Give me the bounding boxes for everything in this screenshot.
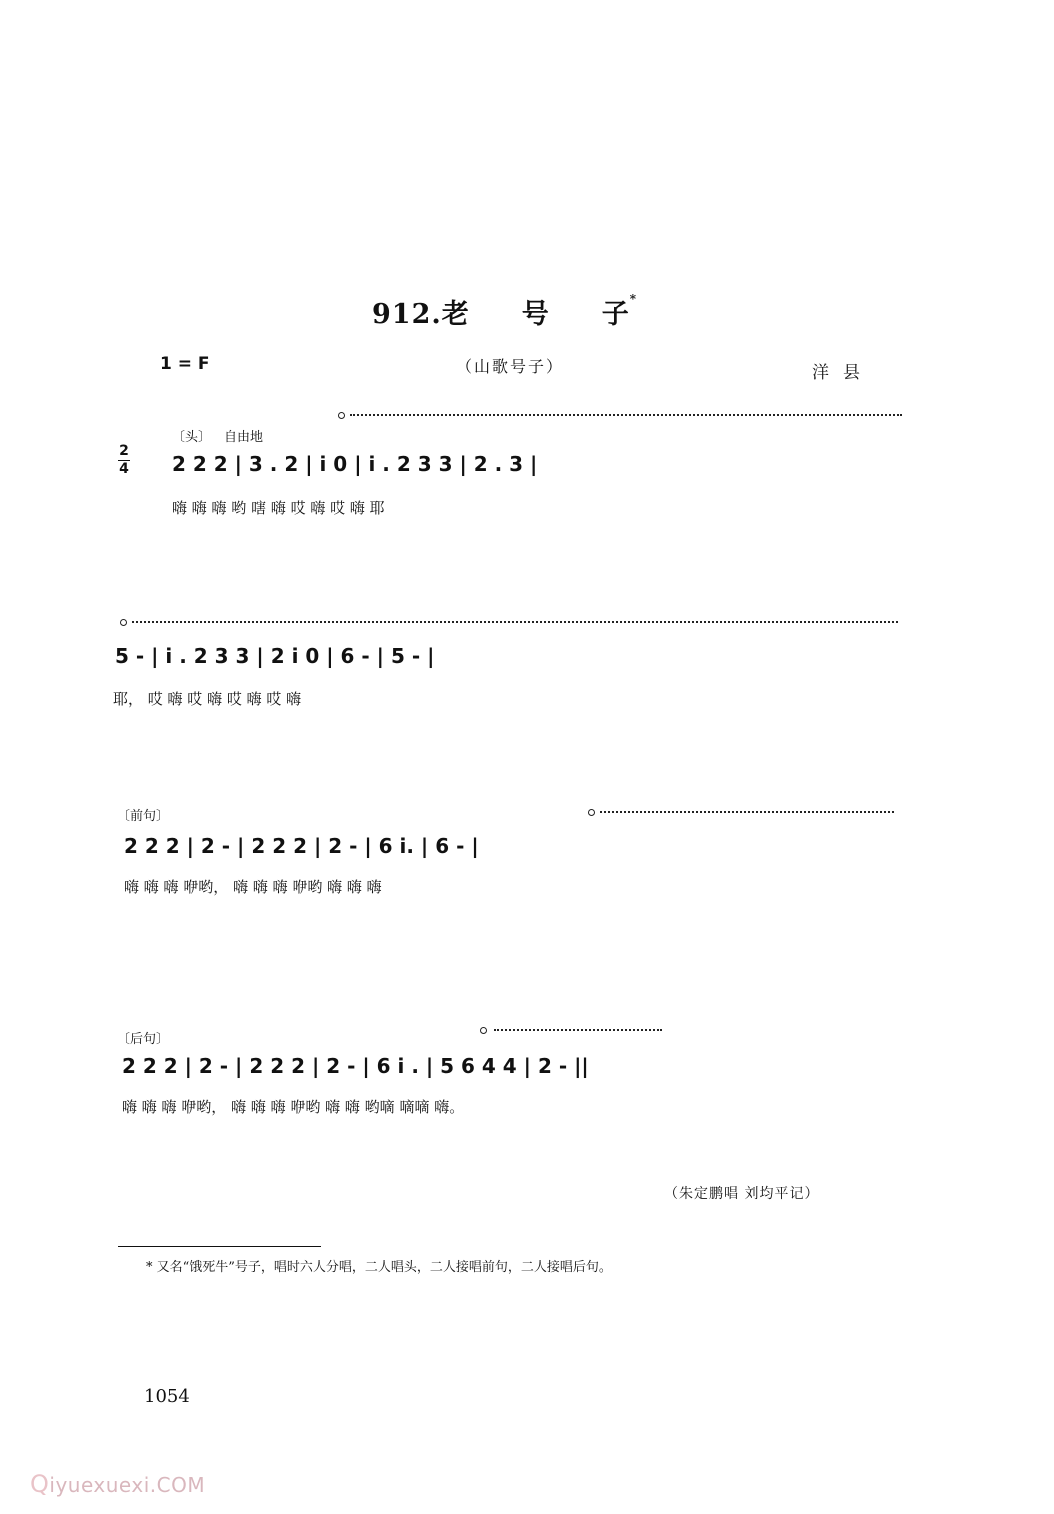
song-region: 洋县 bbox=[812, 363, 874, 383]
trill-line bbox=[600, 811, 894, 813]
trill-line bbox=[132, 621, 898, 623]
trill-start-mark bbox=[480, 1027, 487, 1034]
trill-start-mark bbox=[338, 412, 345, 419]
section-head-label: 〔头〕 bbox=[172, 430, 212, 445]
score-line-3-lyrics: 嗨 嗨 嗨 咿哟， 嗨 嗨 嗨 咿哟 嗨 嗨 嗨 bbox=[124, 878, 382, 896]
page-number: 1054 bbox=[144, 1386, 190, 1407]
title-char-2: 号 bbox=[521, 299, 550, 330]
title-footnote-mark: * bbox=[629, 292, 638, 306]
watermark-logo-letter: Q bbox=[30, 1470, 50, 1498]
trill-line bbox=[494, 1029, 662, 1031]
trill-start-mark bbox=[120, 619, 127, 626]
score-line-3-notes: 2 2 2 | 2 - | 2 2 2 | 2 - | 6 i. | 6 - | bbox=[124, 834, 479, 858]
section-back-label: 〔后句〕 bbox=[117, 1032, 170, 1047]
title-number: 912. bbox=[372, 299, 442, 330]
section-front-label: 〔前句〕 bbox=[117, 809, 170, 824]
trill-line bbox=[350, 414, 902, 416]
score-line-4-notes: 2 2 2 | 2 - | 2 2 2 | 2 - | 6 i . | 5 6 4 4 | 2 - || bbox=[122, 1054, 589, 1078]
score-line-1-notes: 2 2 2 | 3 . 2 | i 0 | i . 2 3 3 | 2 . 3 | bbox=[172, 452, 538, 476]
footnote-text: * 又名“饿死牛”号子，唱时六人分唱，二人唱头，二人接唱前句，二人接唱后句。 bbox=[146, 1260, 612, 1275]
score-line-1-lyrics: 嗨 嗨 嗨 哟 嗐 嗨 哎 嗨 哎 嗨 耶 bbox=[172, 499, 385, 517]
watermark-text: iyuexuexi.COM bbox=[49, 1473, 206, 1497]
trill-start-mark bbox=[588, 809, 595, 816]
score-line-4-lyrics: 嗨 嗨 嗨 咿哟， 嗨 嗨 嗨 咿哟 嗨 嗨 哟嘀 嘀嘀 嗨。 bbox=[122, 1098, 465, 1116]
footnote-divider bbox=[118, 1246, 321, 1247]
time-signature bbox=[118, 444, 130, 477]
time-signature-top: 2 bbox=[119, 443, 129, 459]
performer-credit: （朱定鹏唱 刘均平记） bbox=[664, 1186, 820, 1202]
song-subtitle: （山歌号子） bbox=[456, 357, 565, 376]
score-line-2-lyrics: 耶， 哎 嗨 哎 嗨 哎 嗨 哎 嗨 bbox=[113, 690, 302, 708]
site-watermark bbox=[30, 1470, 205, 1498]
title-char-1: 老 bbox=[441, 299, 470, 330]
score-line-2-notes: 5 - | i . 2 3 3 | 2 i 0 | 6 - | 5 - | bbox=[115, 644, 435, 668]
key-signature: 1 = F bbox=[160, 354, 210, 374]
tempo-marking: 自由地 bbox=[224, 430, 264, 445]
song-title bbox=[372, 292, 637, 331]
title-char-3: 子 bbox=[601, 299, 630, 330]
time-signature-bottom: 4 bbox=[119, 461, 129, 477]
